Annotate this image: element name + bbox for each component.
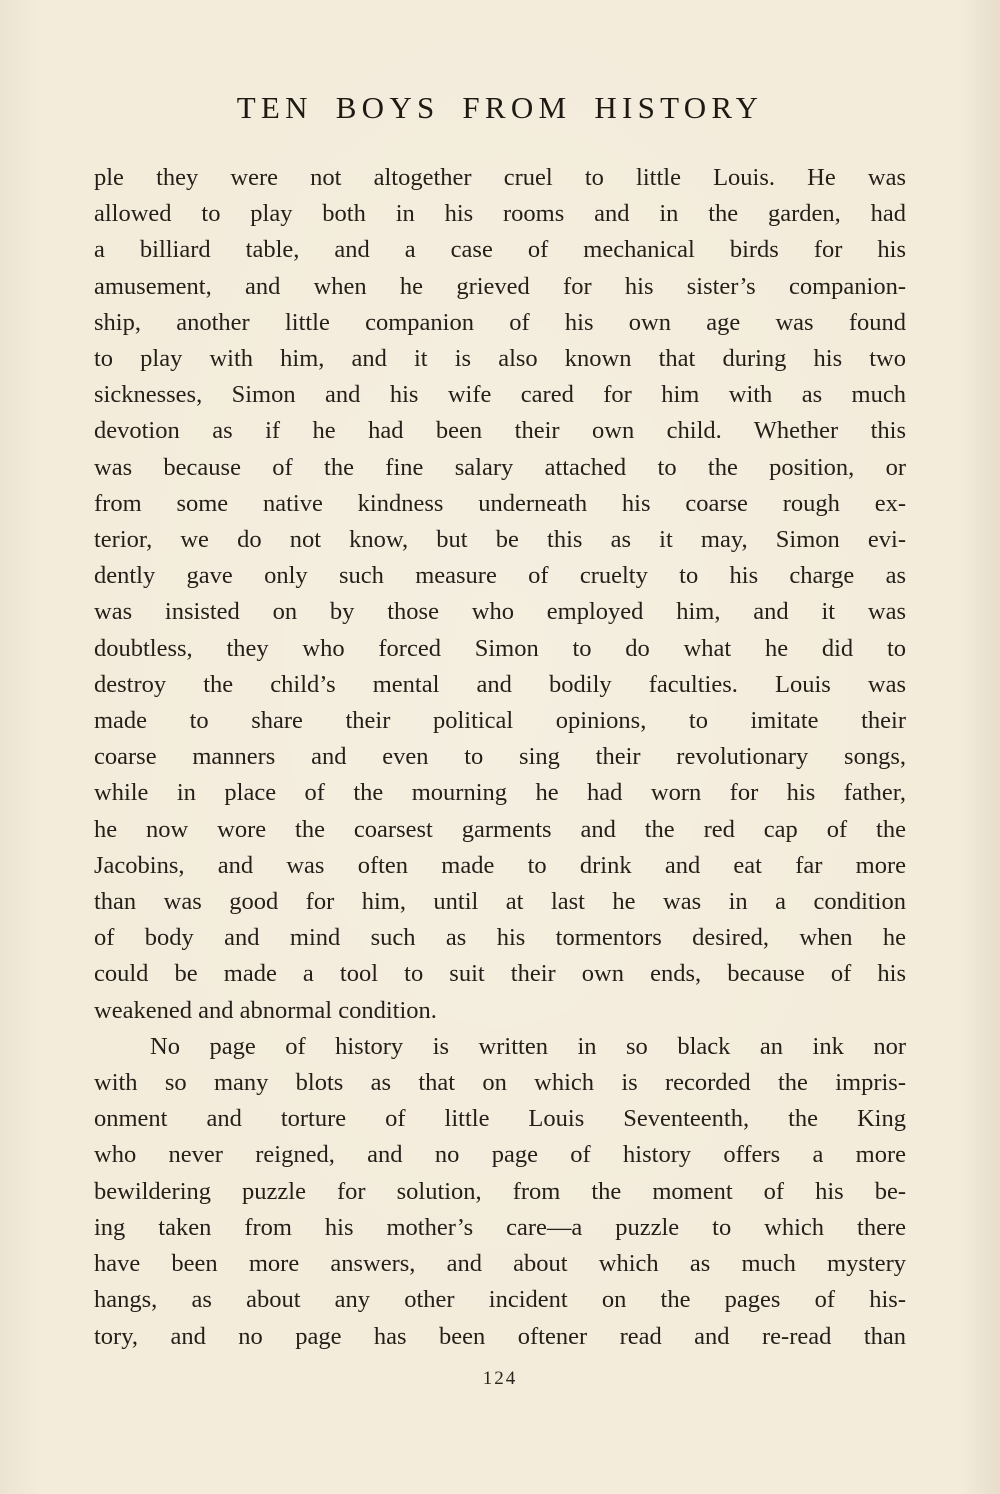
text-line: who never reigned, and no page of history offers a more <box>94 1141 906 1169</box>
text-line: have been more answers, and about which as much mystery <box>94 1250 906 1278</box>
text-line: allowed to play both in his rooms and in the garden, had <box>94 200 906 228</box>
text-line: of body and mind such as his tormentors desired, when he <box>94 924 906 952</box>
text-line: weakened and abnormal condition. <box>94 996 437 1024</box>
text-line: was because of the fine salary attached to the position, or <box>94 453 906 481</box>
page-number: 124 <box>482 1367 518 1389</box>
text-line: coarse manners and even to sing their revolutionary songs, <box>94 743 906 771</box>
text-line: was insisted on by those who employed him, and it was <box>94 598 906 626</box>
text-line: hangs, as about any other incident on the pages of his- <box>94 1286 906 1314</box>
text-line: bewildering puzzle for solution, from the moment of his be- <box>94 1177 906 1205</box>
text-line: sicknesses, Simon and his wife cared for him with as much <box>94 381 906 409</box>
page-header: TEN BOYS FROM HISTORY <box>236 90 764 125</box>
text-line: No page of history is written in so black an ink nor <box>150 1032 906 1060</box>
text-line: from some native kindness underneath his coarse rough ex- <box>94 489 906 517</box>
text-line: made to share their political opinions, to imitate their <box>94 707 906 735</box>
text-line: ple they were not altogether cruel to little Louis. He was <box>94 164 906 191</box>
text-line: dently gave only such measure of cruelty to his charge as <box>94 562 906 590</box>
text-line: amusement, and when he grieved for his sister’s companion- <box>94 272 906 300</box>
text-line: devotion as if he had been their own child. Whether this <box>94 417 906 445</box>
text-line: terior, we do not know, but be this as it may, Simon evi- <box>94 526 906 554</box>
text-line: while in place of the mourning he had worn for his father, <box>94 779 906 807</box>
text-line: a billiard table, and a case of mechanical birds for his <box>94 236 906 264</box>
text-line: could be made a tool to suit their own ends, because of his <box>94 960 906 988</box>
text-line: tory, and no page has been oftener read and re-read than <box>94 1322 906 1350</box>
text-line: doubtless, they who forced Simon to do what he did to <box>94 634 906 662</box>
text-line: onment and torture of little Louis Seventeenth, the King <box>94 1105 906 1133</box>
text-block <box>94 160 906 1355</box>
text-line: ing taken from his mother’s care—a puzzle to which there <box>94 1213 906 1241</box>
paragraph <box>94 160 906 1029</box>
text-line: destroy the child’s mental and bodily faculties. Louis was <box>94 670 906 698</box>
text-line: than was good for him, until at last he was in a condition <box>94 888 906 916</box>
text-line: he now wore the coarsest garments and the red cap of the <box>94 815 906 843</box>
paragraph <box>94 1029 906 1355</box>
text-line: to play with him, and it is also known that during his two <box>94 345 906 373</box>
text-line: ship, another little companion of his own age was found <box>94 308 906 336</box>
text-line: with so many blots as that on which is recorded the impris- <box>94 1069 906 1097</box>
text-line: Jacobins, and was often made to drink and eat far more <box>94 851 906 879</box>
